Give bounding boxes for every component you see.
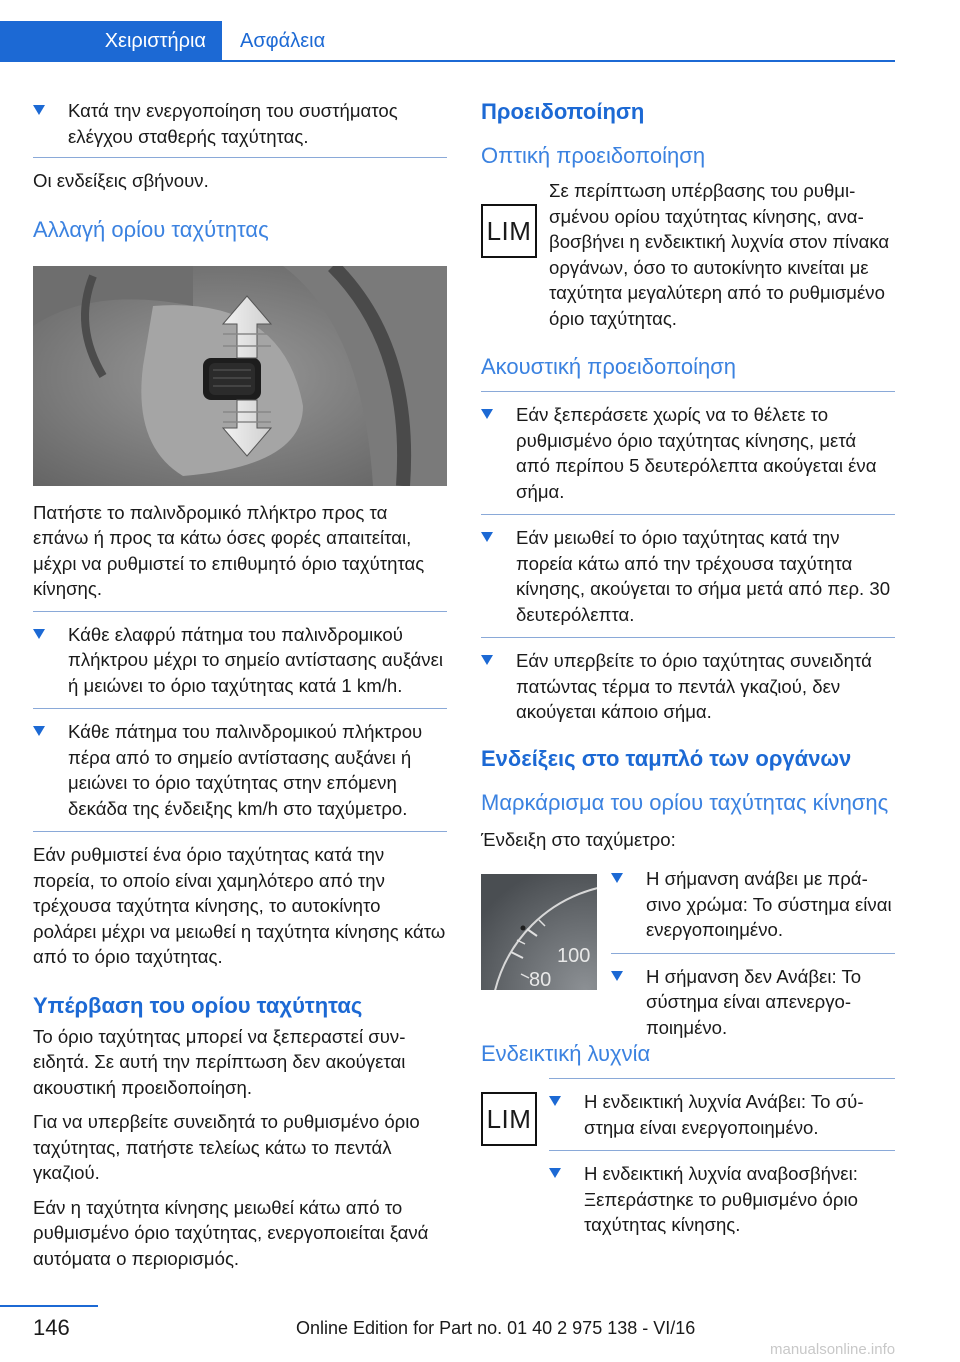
tab-safety[interactable]: Ασφάλεια — [240, 30, 326, 52]
list-item: Η σήμανση δεν Ανάβει: Το σύστημα είναι απενεργοποιημένο. — [611, 964, 895, 1041]
paragraph: Πατήστε το παλινδρομικό πλήκτρο προς τα επάνω ή προς τα κάτω όσες φορές απαιτείται, μέχρι να ρυθμιστεί το επιθυμητό όριο ταχύτητας κίνησης. — [33, 501, 425, 599]
divider — [549, 1150, 895, 1151]
bullet-triangle-icon — [549, 1168, 561, 1178]
divider — [481, 514, 895, 515]
left-column — [33, 98, 447, 1280]
page-number: 146 — [33, 1315, 70, 1340]
paragraph: Εάν η ταχύτητα κίνησης μειωθεί κάτω από το ρυθμισμένο όριο ταχύτητας, ενεργοποιείται ξανά αυτόματα ο περιορισμός. — [33, 1196, 429, 1269]
bullet-triangle-icon — [611, 873, 623, 883]
speedo-label-80: 80 — [529, 969, 552, 990]
lim-indicator-icon: LIM — [481, 1092, 537, 1146]
divider — [611, 953, 895, 954]
list-item: Κατά την ενεργοποίηση του συστήματος ελέγχου σταθερής ταχύτητας. — [33, 98, 447, 149]
list-item: Η σήμανση ανάβει με πράσινο χρώμα: Το σύστημα είναι ενεργοποιημένο. — [611, 866, 895, 943]
paragraph: Για να υπερβείτε συνειδητά το ρυθμισμένο όριο ταχύτητας, πατήστε τελείως κάτω το πεντάλ γκαζιού. — [33, 1111, 420, 1183]
section-heading-warning: Προειδοποίηση — [481, 99, 645, 124]
list-item: Κάθε ελαφρύ πάτημα του παλινδρομικού πλήκτρου μέχρι το σημείο αντίστασης αυξάνει ή μειώνει το όριο ταχύτητας κατά 1 km/h. — [33, 622, 447, 699]
lim-indicator-icon: LIM — [481, 204, 537, 258]
speedometer-image — [481, 874, 597, 990]
indicator-lamp-block — [481, 1078, 895, 1238]
bullet-triangle-icon — [481, 409, 493, 419]
speedometer-block — [481, 866, 895, 1038]
right-column — [481, 98, 895, 1248]
paragraph: Οι ενδείξεις σβήνουν. — [33, 170, 209, 191]
list-item: Εάν μειωθεί το όριο ταχύτητας κατά την πορεία κάτω από την τρέχουσα ταχύτητα κίνησης, ακούγεται το σήμα μετά από περ. 30 δευτερόλεπτα. — [481, 525, 895, 627]
list-item: Η ενδεικτική λυχνία αναβοσβήνει: Ξεπεράστηκε το ρυθμισμένο όριο ταχύτητας κίνησης. — [549, 1161, 895, 1238]
bullet-triangle-icon — [481, 532, 493, 542]
subheading-speed-marking: Μαρκάρισμα του ορίου ταχύτητας κίνησης — [481, 789, 889, 815]
lamp-bullets — [549, 1078, 895, 1238]
divider — [33, 831, 447, 832]
list-item: Εάν ξεπεράσετε χωρίς να το θέλετε το ρυθμισμένο όριο ταχύτητας κίνησης, μετά από περίπου 5 δευτερόλεπτα ακούγεται ένα σήμα. — [481, 402, 895, 504]
paragraph: Εάν ρυθμιστεί ένα όριο ταχύτητας κατά την πορεία, το οποίο είναι χαμηλότερο από την τρέχουσα ταχύτητα κίνησης, το αυτοκίνητο ρολάρει μέχρι να μειωθεί η ταχύτητα κίνησης κάτω από το όριο ταχύτητας. — [33, 844, 446, 967]
page-header — [0, 0, 960, 62]
paragraph: Σε περίπτωση υπέρβασης του ρυθμισμένου ορίου ταχύτητας κίνησης, αναβοσβήνει η ενδεικτική λυχνία στον πίνακα οργάνων, όσο το αυτοκίνητο κινείται με ταχύτητα μεγαλύτερη από το ρυθμισμένο όριο ταχύτητας. — [549, 180, 890, 329]
divider — [33, 708, 447, 709]
watermark: manualsonline.info — [770, 1341, 896, 1358]
list-item: Η ενδεικτική λυχνία Ανάβει: Το σύστημα είναι ενεργοποιημένο. — [549, 1089, 895, 1140]
bullet-triangle-icon — [33, 726, 45, 736]
speedo-bullets — [611, 866, 895, 1050]
tab-controls[interactable]: Χειριστήρια — [0, 21, 222, 61]
paragraph: Ένδειξη στο ταχύμετρο: — [481, 828, 676, 850]
edition-info: Online Edition for Part no. 01 40 2 975 138 - VI/16 — [296, 1318, 696, 1338]
section-heading-change-limit: Αλλαγή ορίου ταχύτητας — [33, 216, 269, 242]
bullet-triangle-icon — [549, 1096, 561, 1106]
paragraph: Το όριο ταχύτητας μπορεί να ξεπεραστεί συνειδητά. Σε αυτή την περίπτωση δεν ακούγεται ακουστική προειδοποίηση. — [33, 1025, 406, 1098]
divider — [33, 611, 447, 612]
subheading-indicator-lamp: Ενδεικτική λυχνία — [481, 1041, 651, 1066]
subheading-optical-warning: Οπτική προειδοποίηση — [481, 143, 706, 168]
divider — [549, 1078, 895, 1079]
steering-wheel-rocker-switch-image — [33, 266, 447, 486]
bullet-triangle-icon — [33, 629, 45, 639]
bullet-triangle-icon — [33, 105, 45, 115]
list-item: Εάν υπερβείτε το όριο ταχύτητας συνειδητά πατώντας τέρμα το πεντάλ γκαζιού, δεν ακούγεται κάποιο σήμα. — [481, 648, 895, 725]
speedo-label-100: 100 — [557, 945, 591, 967]
header-divider — [0, 60, 895, 62]
optical-warning-block — [481, 178, 895, 331]
subheading-acoustic-warning: Ακουστική προειδοποίηση — [481, 354, 737, 379]
divider — [481, 637, 895, 638]
divider — [33, 157, 447, 158]
section-heading-exceed-limit: Υπέρβαση του ορίου ταχύτητας — [33, 992, 363, 1018]
footer-divider — [0, 1305, 98, 1307]
divider — [481, 391, 895, 392]
list-item: Κάθε πάτημα του παλινδρομικού πλήκτρου πέρα από το σημείο αντίστασης αυξάνει ή μειώνει το όριο ταχύτητας στην επόμενη δεκάδα της ένδειξης km/h στο ταχύμετρο. — [33, 719, 447, 821]
section-heading-dashboard: Ενδείξεις στο ταμπλό των οργάνων — [481, 745, 852, 771]
bullet-triangle-icon — [481, 655, 493, 665]
bullet-triangle-icon — [611, 971, 623, 981]
